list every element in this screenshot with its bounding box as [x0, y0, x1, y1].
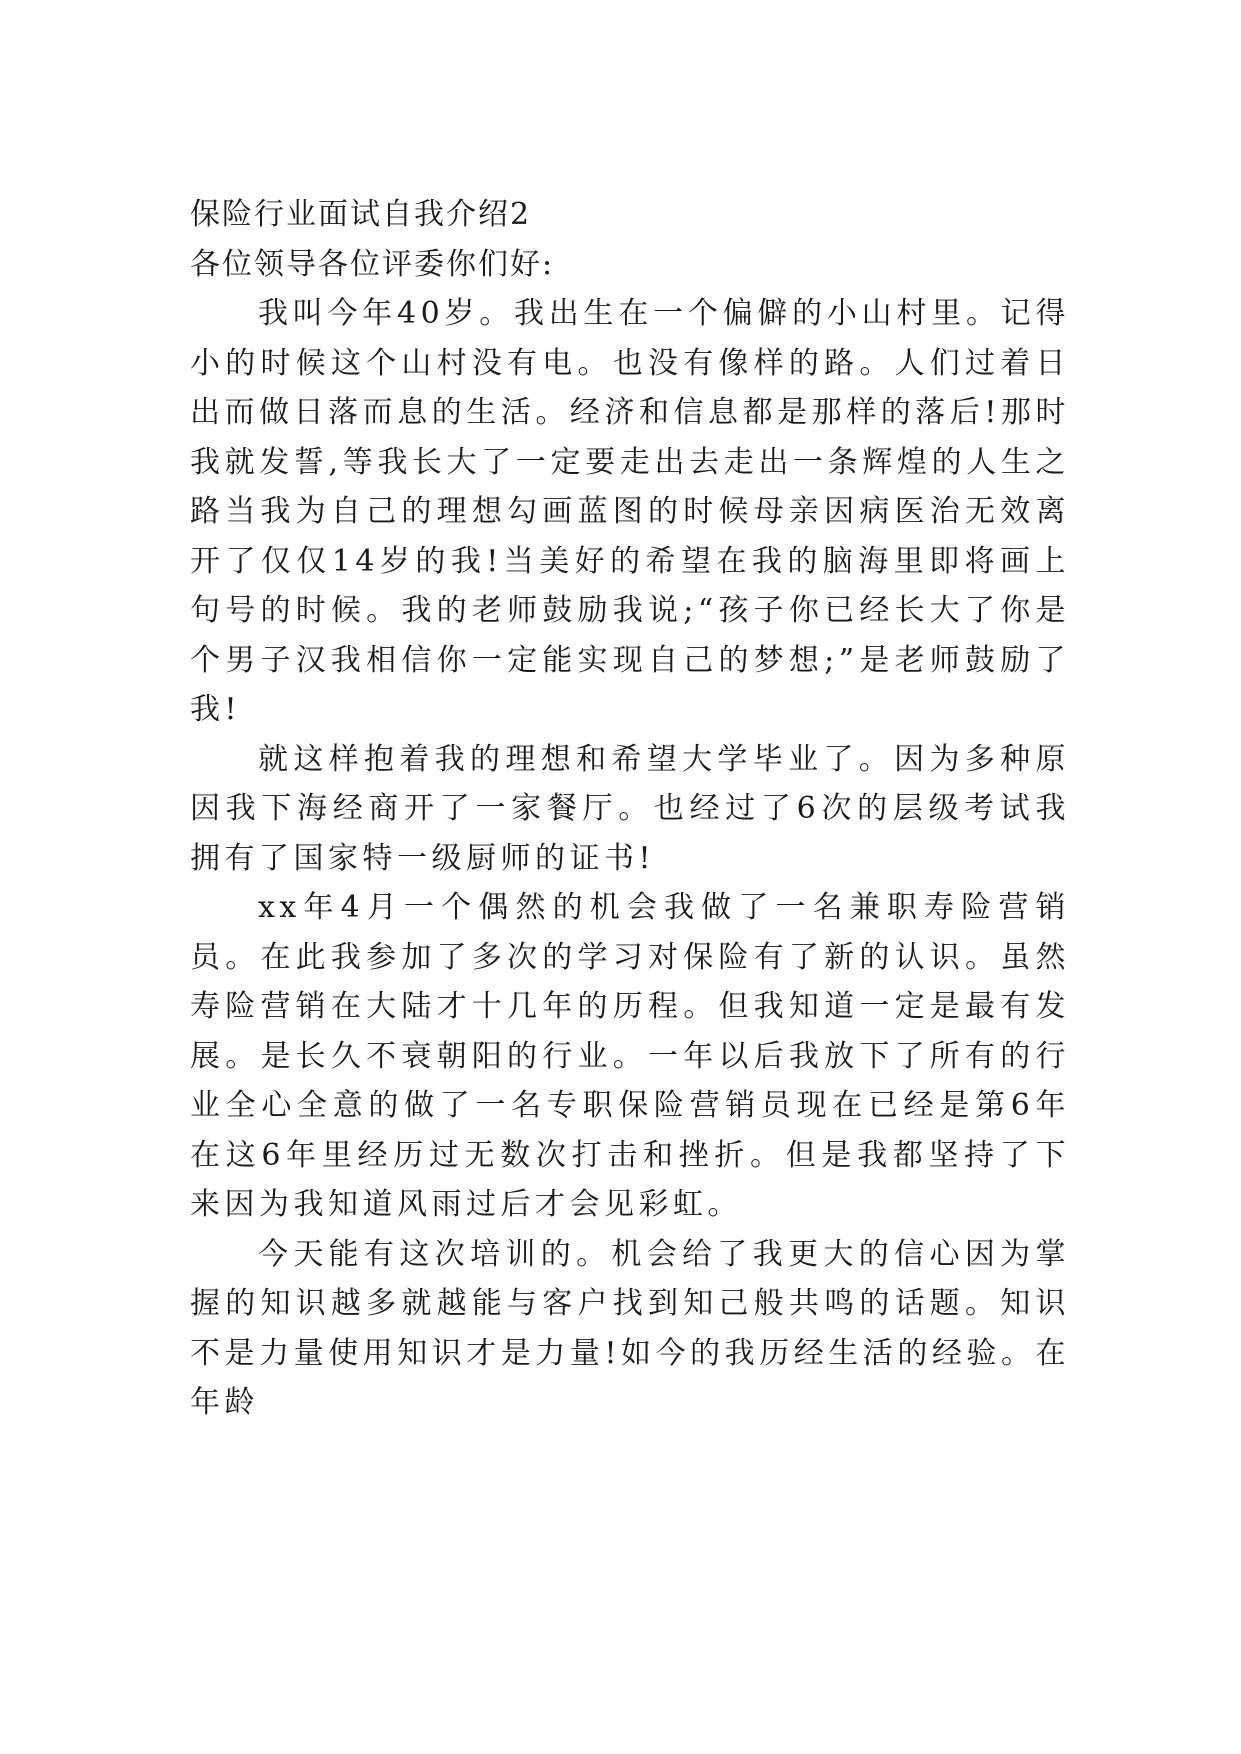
paragraph-training: 今天能有这次培训的。机会给了我更大的信心因为掌握的知识越多就越能与客户找到知己般共鸣的话题。知识不是力量使用知识才是力量!如今的我历经生活的经验。在年龄 — [190, 1236, 1070, 1420]
paragraph-childhood: 我叫今年40岁。我出生在一个偏僻的小山村里。记得小的时候这个山村没有电。也没有像样的路。人们过着日出而做日落而息的生活。经济和信息都是那样的落后!那时我就发誓,等我长大了一定要走出去走出一条辉煌的人生之路当我为自己的理想勾画蓝图的时候母亲因病医治无效离开了仅仅14岁的我!当美好的希望在我的脑海里即将画上句号的时候。我的老师鼓励我说;“孩子你已经长大了你是个男子汉我相信你一定能实现自己的梦想;”是老师鼓励了我! — [190, 296, 1070, 727]
document-title: 保险行业面试自我介绍2 — [190, 197, 532, 232]
paragraph-insurance-career: xx年4月一个偶然的机会我做了一名兼职寿险营销员。在此我参加了多次的学习对保险有了新的认识。虽然寿险营销在大陆才十几年的历程。但我知道一定是最有发展。是长久不衰朝阳的行业。一年以后我放下了所有的行业全心全意的做了一名专职保险营销员现在已经是第6年在这6年里经历过无数次打击和挫折。但是我都坚持了下来因为我知道风雨过后才会见彩虹。 — [190, 890, 1070, 1222]
greeting-line: 各位领导各位评委你们好: — [190, 246, 555, 282]
paragraph-career-start: 就这样抱着我的理想和希望大学毕业了。因为多种原因我下海经商开了一家餐厅。也经过了6次的层级考试我拥有了国家特一级厨师的证书! — [190, 741, 1070, 876]
document-body — [190, 190, 1070, 1428]
